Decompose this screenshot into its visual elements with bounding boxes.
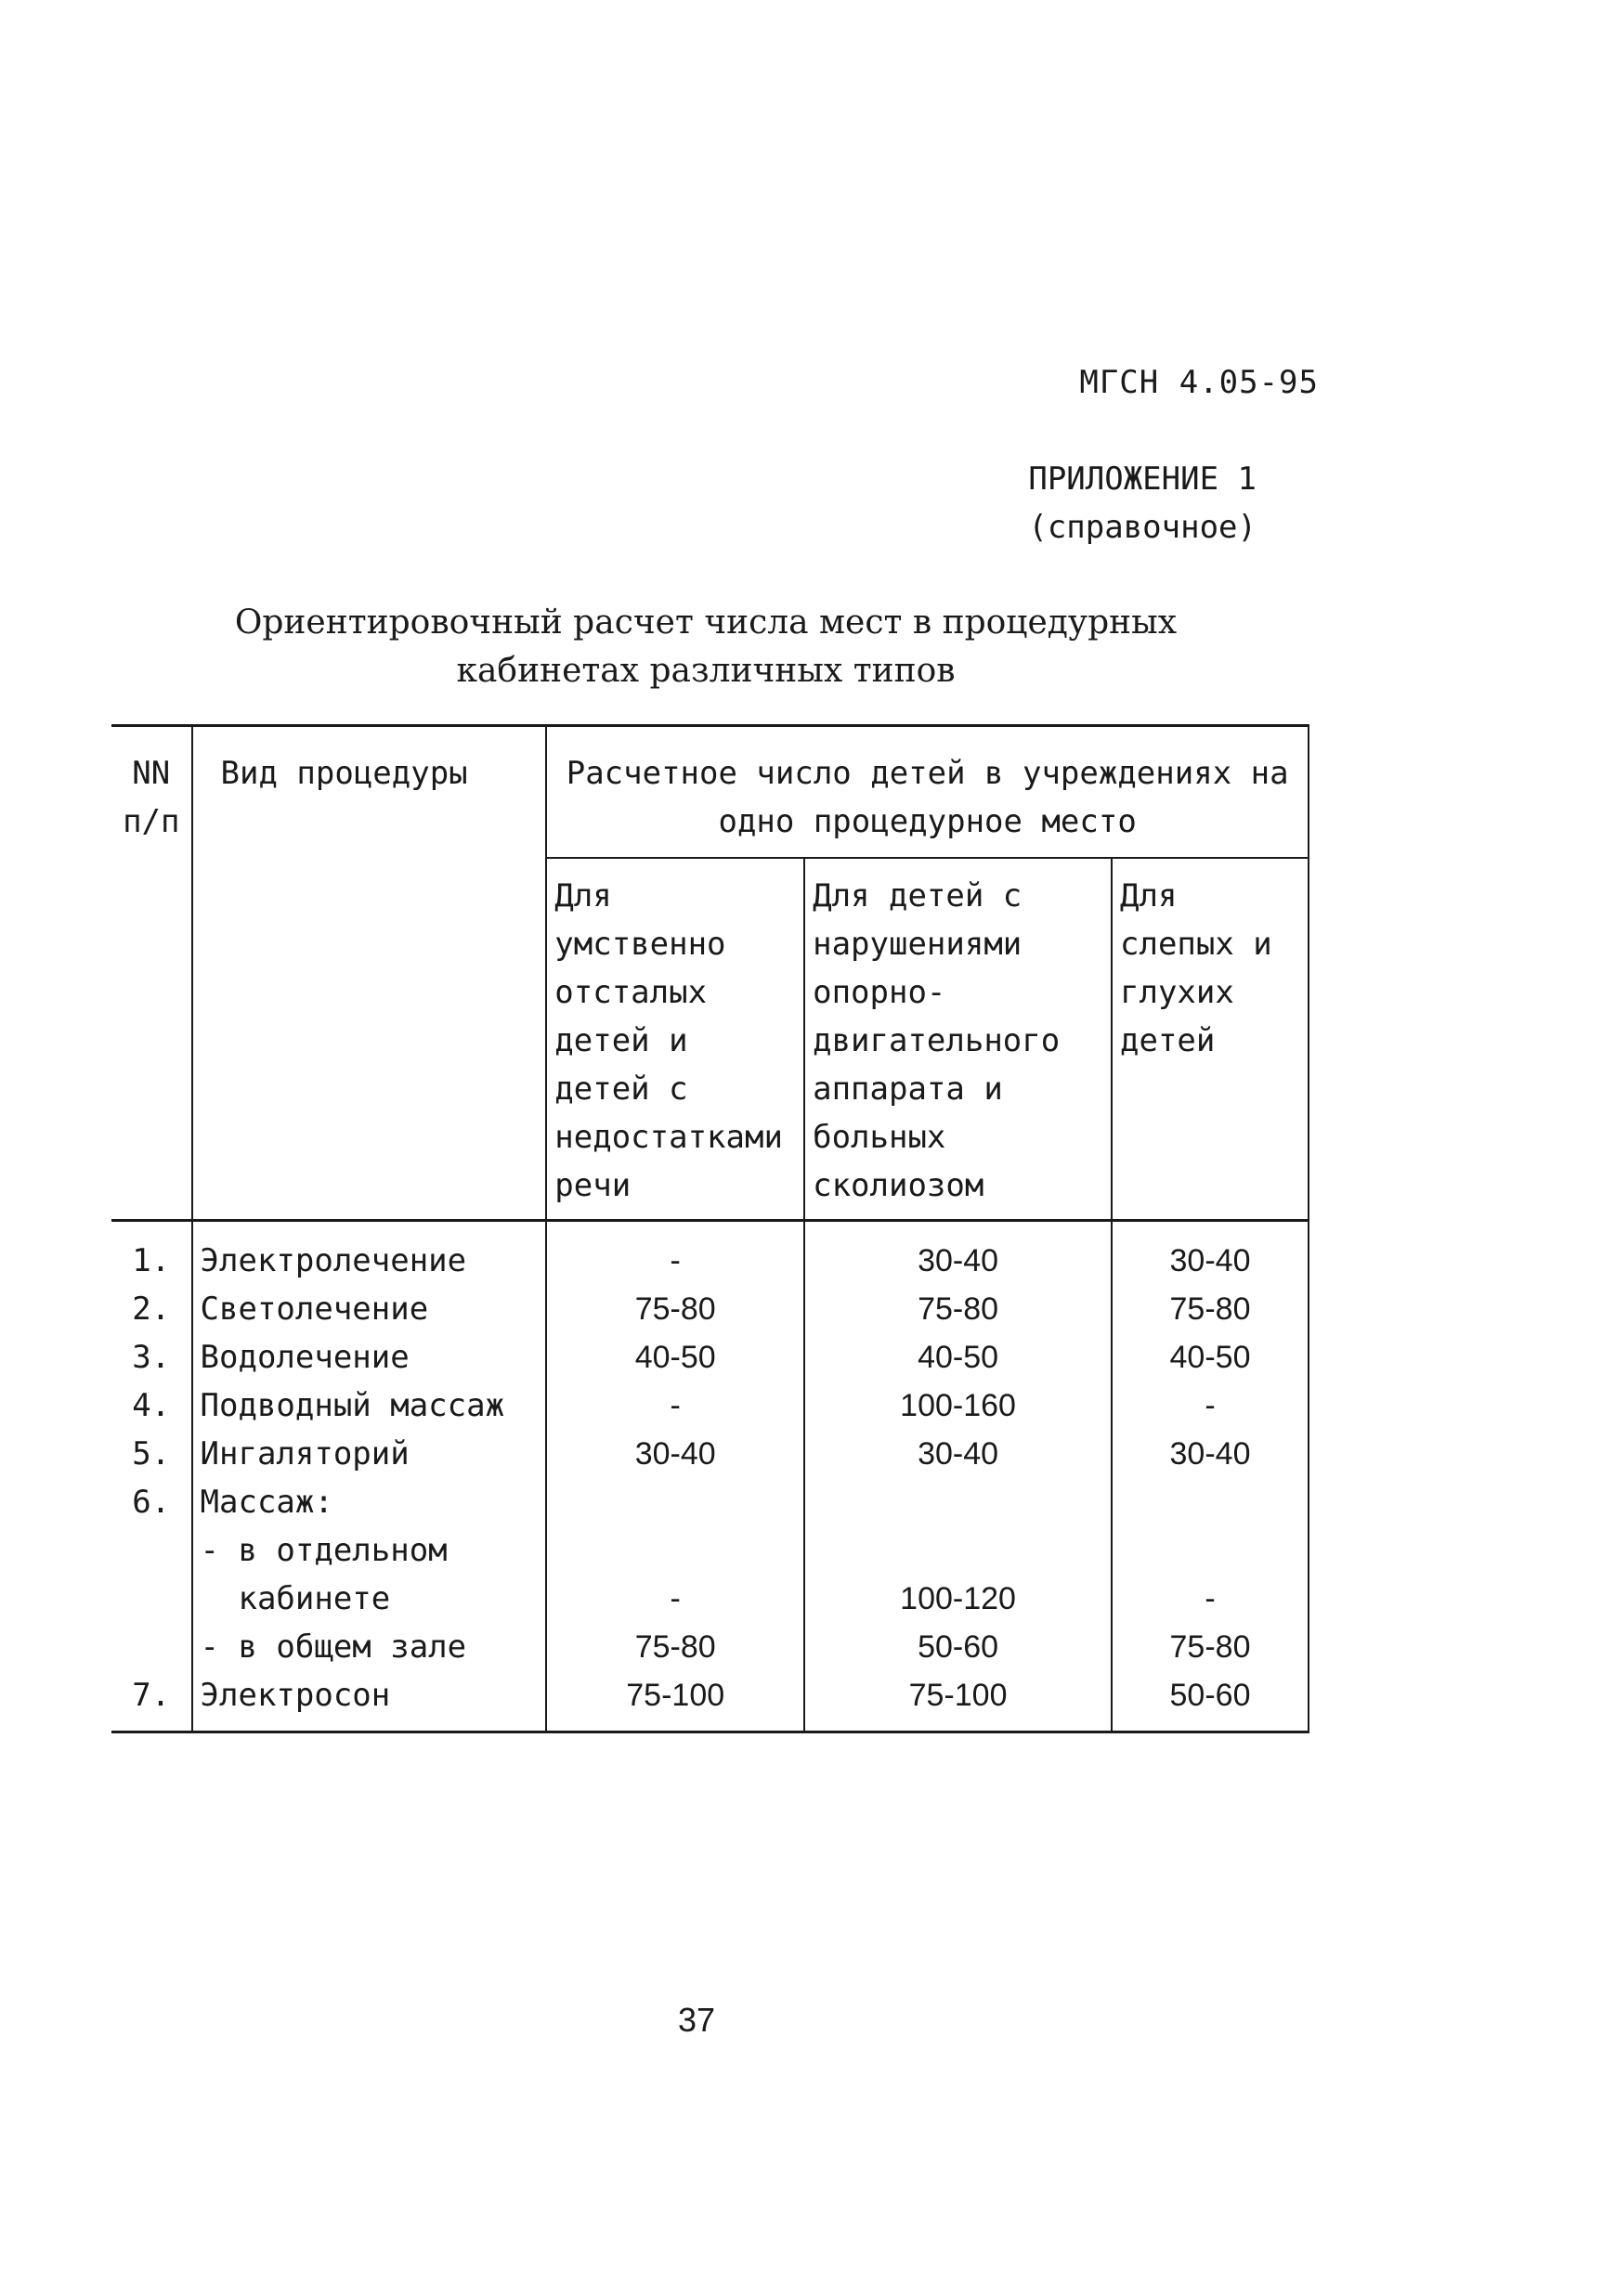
table-title-line-1: Ориентировочный расчет числа мест в процедурных <box>234 603 1178 642</box>
appendix-type: (справочное) <box>1028 509 1257 546</box>
table-title-line-2: кабинетах различных типов <box>456 652 956 690</box>
row-number: 3. <box>111 1333 192 1381</box>
column-header-musculoskeletal: Для детей с нарушениями опорно-двигательного аппарата и больных сколиозом <box>804 858 1112 1221</box>
value-musculoskeletal: 40-50 <box>804 1333 1112 1381</box>
row-number: 2. <box>111 1285 192 1333</box>
row-number <box>111 1526 192 1575</box>
appendix-label: ПРИЛОЖЕНИЕ 1 <box>1028 460 1257 498</box>
procedure-name: - в отдельном <box>192 1526 547 1575</box>
value-blind-deaf: 75-80 <box>1112 1285 1309 1333</box>
table-row <box>111 1575 1309 1623</box>
value-mental: 40-50 <box>546 1333 804 1381</box>
procedure-name: Электролечение <box>192 1221 547 1286</box>
value-blind-deaf <box>1112 1526 1309 1575</box>
column-header-blind-deaf: Для слепых и глухих детей <box>1112 858 1309 1221</box>
value-mental: - <box>546 1221 804 1286</box>
value-musculoskeletal: 50-60 <box>804 1623 1112 1671</box>
value-musculoskeletal: 100-160 <box>804 1381 1112 1430</box>
value-musculoskeletal <box>804 1526 1112 1575</box>
value-mental <box>546 1526 804 1575</box>
value-mental <box>546 1478 804 1526</box>
procedure-name: Ингаляторий <box>192 1430 547 1478</box>
column-header-mental: Для умственно отсталых детей и детей с недостатками речи <box>546 858 804 1221</box>
value-mental: 30-40 <box>546 1430 804 1478</box>
table-row <box>111 1671 1309 1732</box>
table-row <box>111 1478 1309 1526</box>
value-mental: - <box>546 1575 804 1623</box>
value-blind-deaf: 40-50 <box>1112 1333 1309 1381</box>
value-blind-deaf: - <box>1112 1575 1309 1623</box>
page-number: 37 <box>677 2001 716 2039</box>
value-musculoskeletal: 75-100 <box>804 1671 1112 1732</box>
table-row <box>111 1221 1309 1286</box>
value-musculoskeletal: 30-40 <box>804 1221 1112 1286</box>
value-mental: - <box>546 1381 804 1430</box>
procedure-table-container <box>111 724 1309 1733</box>
row-number <box>111 1623 192 1671</box>
row-number: 4. <box>111 1381 192 1430</box>
value-blind-deaf <box>1112 1478 1309 1526</box>
value-mental: 75-80 <box>546 1623 804 1671</box>
procedure-name: Подводный массаж <box>192 1381 547 1430</box>
value-musculoskeletal: 100-120 <box>804 1575 1112 1623</box>
row-number: 7. <box>111 1671 192 1732</box>
procedure-name: кабинете <box>192 1575 547 1623</box>
row-number <box>111 1575 192 1623</box>
table-row <box>111 1333 1309 1381</box>
column-header-number: NN п/п <box>111 726 192 1221</box>
procedure-name: Светолечение <box>192 1285 547 1333</box>
table-header <box>111 726 1309 1221</box>
row-number: 5. <box>111 1430 192 1478</box>
value-musculoskeletal: 30-40 <box>804 1430 1112 1478</box>
value-mental: 75-80 <box>546 1285 804 1333</box>
table-body <box>111 1221 1309 1732</box>
value-blind-deaf: 30-40 <box>1112 1430 1309 1478</box>
value-blind-deaf: 50-60 <box>1112 1671 1309 1732</box>
row-number: 6. <box>111 1478 192 1526</box>
column-header-procedure: Вид процедуры <box>192 726 547 1221</box>
table-row <box>111 1285 1309 1333</box>
value-blind-deaf: 30-40 <box>1112 1221 1309 1286</box>
column-group-header: Расчетное число детей в учреждениях на одно процедурное место <box>546 726 1309 859</box>
procedure-table <box>111 724 1309 1733</box>
appendix-heading <box>1028 455 1257 551</box>
procedure-name: Электросон <box>192 1671 547 1732</box>
value-musculoskeletal <box>804 1478 1112 1526</box>
value-mental: 75-100 <box>546 1671 804 1732</box>
table-row <box>111 1430 1309 1478</box>
procedure-name: Водолечение <box>192 1333 547 1381</box>
table-row <box>111 1526 1309 1575</box>
row-number: 1. <box>111 1221 192 1286</box>
value-blind-deaf: - <box>1112 1381 1309 1430</box>
table-title <box>186 599 1226 695</box>
table-row <box>111 1381 1309 1430</box>
value-blind-deaf: 75-80 <box>1112 1623 1309 1671</box>
value-musculoskeletal: 75-80 <box>804 1285 1112 1333</box>
document-code: МГСН 4.05-95 <box>1079 364 1319 401</box>
table-row <box>111 1623 1309 1671</box>
procedure-name: - в общем зале <box>192 1623 547 1671</box>
procedure-name: Массаж: <box>192 1478 547 1526</box>
